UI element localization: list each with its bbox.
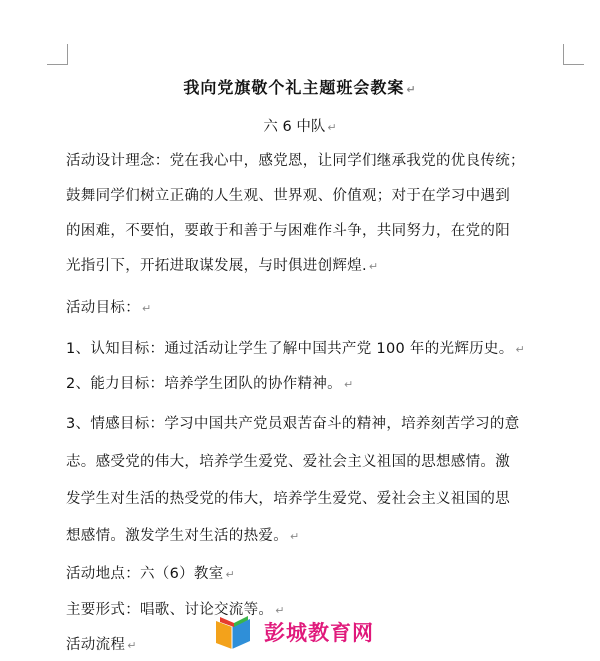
watermark — [212, 612, 374, 652]
goal-item-2: 2、能力目标：培养学生团队的协作精神。 ↵ — [66, 376, 354, 392]
activity-location: 活动地点：六（6）教室 ↵ — [66, 566, 236, 582]
body-line-3: 的困难，不要怕，要敢于和善于与困难作斗争，共同努力，在党的阳 — [66, 223, 510, 239]
goal-item-3-line-3: 发学生对生活的热受党的伟大，培养学生爱党、爱社会主义祖国的思 — [66, 491, 510, 507]
watermark-text: 彭城教育网 — [264, 621, 374, 645]
main-format: 主要形式：唱歌、讨论交流等。 ↵ — [66, 602, 285, 618]
goal-item-3-line-4: 想感情。激发学生对生活的热爱。 ↵ — [66, 528, 300, 544]
body-line-1: 活动设计理念：党在我心中，感党恩，让同学们继承我党的优良传统； — [66, 153, 525, 169]
document-subtitle: 六 6 中队 ↵ — [263, 119, 337, 135]
goal-item-1: 1、认知目标：通过活动让学生了解中国共产党 100 年的光辉历史。 ↵ — [66, 341, 526, 357]
body-line-4: 光指引下，开拓进取谋发展，与时俱进创辉煌. ↵ — [66, 258, 379, 274]
crop-mark-top-left — [47, 44, 68, 65]
book-logo-icon — [212, 613, 256, 651]
section-heading-goals: 活动目标： ↵ — [66, 300, 152, 316]
activity-process-heading: 活动流程 ↵ — [66, 637, 137, 653]
document-title: 我向党旗敬个礼主题班会教案 ↵ — [183, 78, 417, 97]
goal-item-3-line-1: 3、情感目标：学习中国共产党员艰苦奋斗的精神，培养刻苦学习的意 — [66, 416, 520, 432]
goal-item-3-line-2: 志。感受党的伟大，培养学生爱党、爱社会主义祖国的思想感情。激 — [66, 454, 510, 470]
crop-mark-top-right — [563, 44, 584, 65]
body-line-2: 鼓舞同学们树立正确的人生观、世界观、价值观；对于在学习中遇到 — [66, 188, 510, 204]
